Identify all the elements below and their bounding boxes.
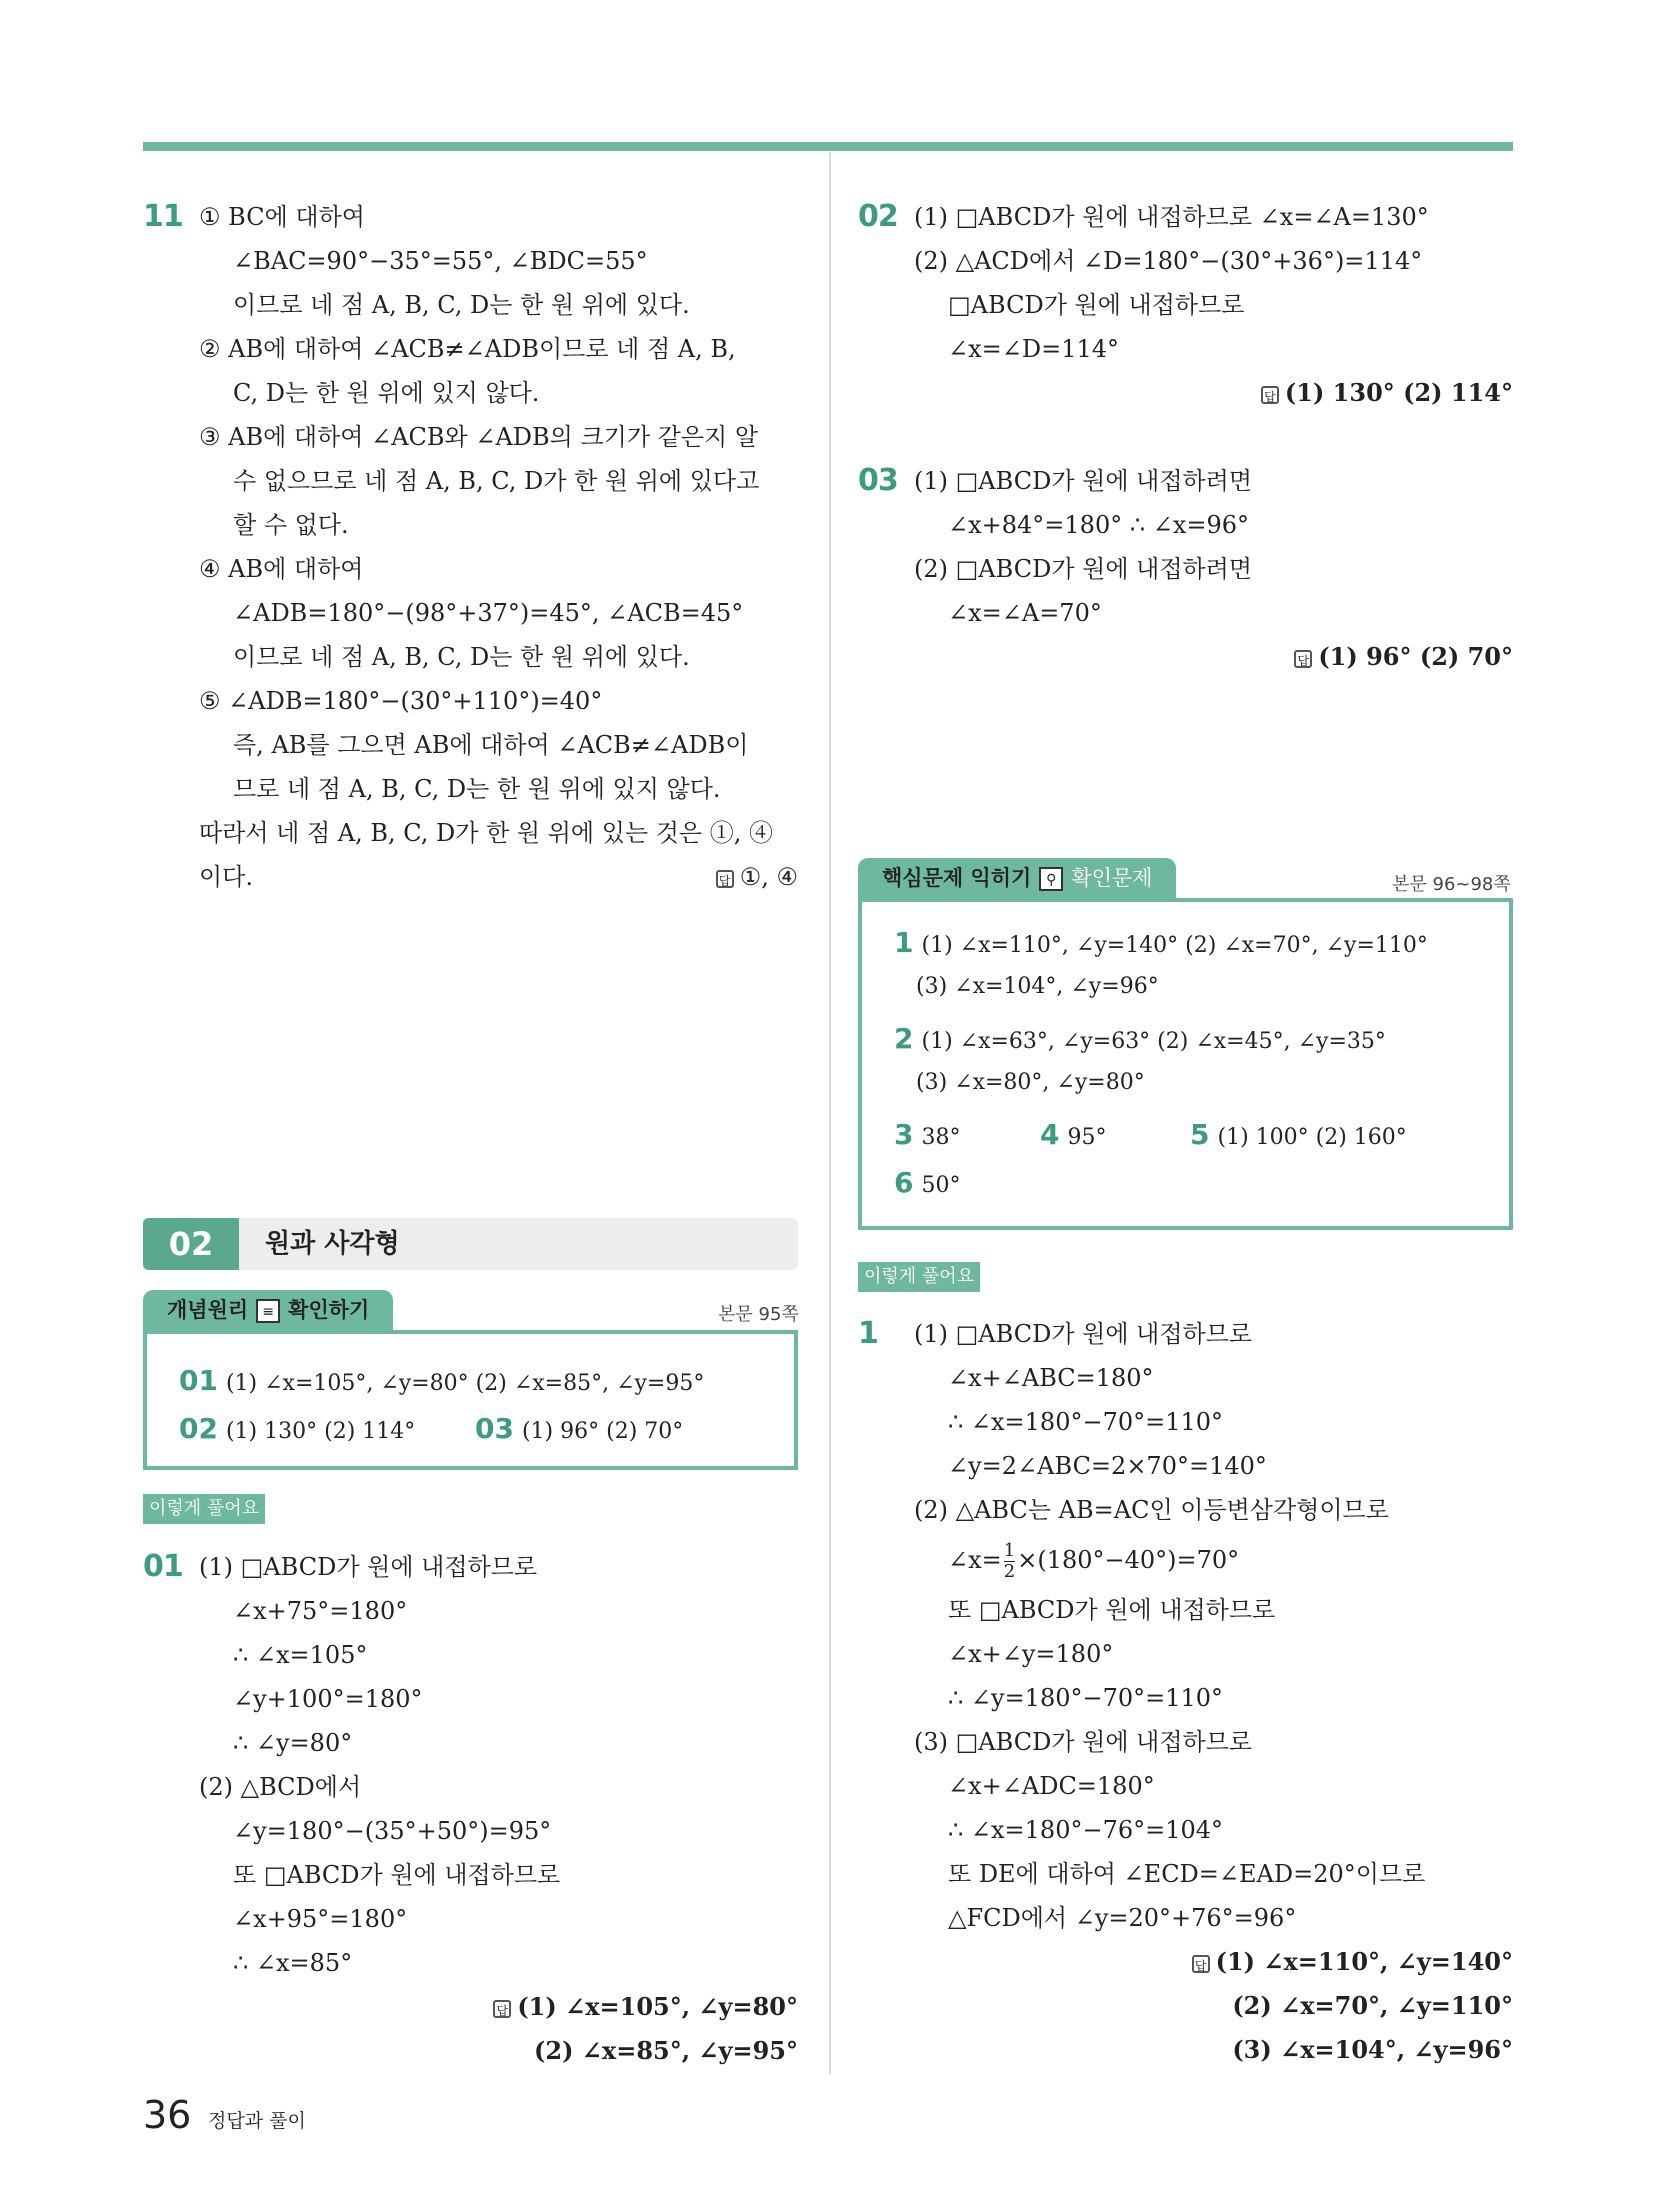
- answer-icon: 답: [1294, 650, 1312, 668]
- core-row-3: [894, 1022, 1386, 1055]
- answer-icon: 답: [716, 870, 734, 888]
- answer-text: (1) ∠x=110°, ∠y=140°: [1215, 1947, 1513, 1976]
- text-line: 또 □ABCD가 원에 내접하므로: [233, 1861, 561, 1889]
- text-line: ④ AB에 대하여: [199, 555, 364, 583]
- text-line: ∴ ∠x=85°: [233, 1949, 353, 1977]
- text-line: ∠x=∠D=114°: [948, 335, 1120, 363]
- answer: [143, 2029, 798, 2073]
- answer-text: (1) ∠x=105°, ∠y=80°: [517, 1992, 798, 2021]
- text-line: ∠ADB=180°−(98°+37°)=45°, ∠ACB=45°: [233, 599, 744, 627]
- notebook-icon: ≡: [256, 1299, 280, 1323]
- solution-number: 01: [143, 1549, 183, 1584]
- text-line: ∠x+75°=180°: [233, 1597, 408, 1625]
- text-line: (1) □ABCD가 원에 내접하려면: [914, 467, 1253, 495]
- problem-number: 03: [858, 463, 898, 498]
- text-line: 할 수 없다.: [233, 511, 349, 539]
- text-line: ∠y=180°−(35°+50°)=95°: [233, 1817, 552, 1845]
- text-line: ∴ ∠y=80°: [233, 1729, 353, 1757]
- core-tab-subtitle: 확인문제: [1071, 866, 1153, 890]
- item-number: 01: [179, 1364, 218, 1397]
- fraction-denominator: 2: [1003, 1561, 1016, 1582]
- text-line: 수 없으므로 네 점 A, B, C, D가 한 원 위에 있다고: [233, 467, 760, 495]
- core-row-2: [916, 974, 1159, 999]
- answer: [858, 635, 1513, 679]
- text-line: 또 □ABCD가 원에 내접하므로: [948, 1596, 1276, 1624]
- core-row-4: [916, 1070, 1145, 1095]
- problem-11: [143, 195, 798, 899]
- core-row-6: [894, 1166, 960, 1199]
- solution-number: 1: [858, 1316, 878, 1351]
- concept-row-1: [179, 1364, 704, 1397]
- text-line: ∴ ∠x=180°−70°=110°: [948, 1408, 1224, 1436]
- answer-text: ①, ④: [739, 863, 798, 891]
- top-accent-bar: [143, 142, 1513, 151]
- concept-box: [143, 1330, 798, 1470]
- item-number: 02: [179, 1412, 218, 1445]
- text-line: □ABCD가 원에 내접하므로: [948, 291, 1245, 319]
- text-line: ∠x+∠ABC=180°: [948, 1364, 1154, 1392]
- text-line: 또 DE에 대하여 ∠ECD=∠EAD=20°이므로: [948, 1860, 1426, 1888]
- item-text: (1) 100° (2) 160°: [1217, 1125, 1407, 1150]
- core-row-5c: [1190, 1118, 1407, 1151]
- problem-02: [858, 195, 1513, 415]
- item-number: 2: [894, 1022, 914, 1055]
- item-number: 4: [1040, 1118, 1060, 1151]
- text-line: ∴ ∠x=105°: [233, 1641, 368, 1669]
- text-line: ∠y+100°=180°: [233, 1685, 423, 1713]
- answer: [858, 371, 1513, 415]
- text-line: (1) □ABCD가 원에 내접하므로: [914, 1320, 1253, 1348]
- text-line: (2) △ACD에서 ∠D=180°−(30°+36°)=114°: [914, 247, 1423, 275]
- core-row-1: [894, 926, 1428, 959]
- item-text: (3) ∠x=80°, ∠y=80°: [916, 1070, 1145, 1095]
- section-title: 원과 사각형: [265, 1229, 400, 1259]
- magnifier-icon: ⚲: [1039, 867, 1063, 891]
- answer: [858, 2028, 1513, 2072]
- solution-label: 이렇게 풀어요: [858, 1262, 980, 1292]
- concept-box-reference: 본문 95쪽: [718, 1304, 799, 1325]
- answer: [858, 1940, 1513, 1984]
- answer: [143, 1985, 798, 2029]
- core-box: [858, 898, 1513, 1230]
- problem-number: 02: [858, 199, 898, 234]
- answer: [858, 1984, 1513, 2028]
- fraction-line: [858, 1532, 1513, 1588]
- answer: [716, 855, 798, 899]
- text-line: ⑤ ∠ADB=180°−(30°+110°)=40°: [199, 687, 603, 715]
- item-number: 1: [894, 926, 914, 959]
- item-text: (1) 130° (2) 114°: [225, 1419, 416, 1444]
- answer-text: (2) ∠x=70°, ∠y=110°: [1232, 1991, 1513, 2020]
- text-line: C, D는 한 원 위에 있지 않다.: [233, 379, 540, 407]
- item-number: 6: [894, 1166, 914, 1199]
- text-line: ∠BAC=90°−35°=55°, ∠BDC=55°: [233, 247, 648, 275]
- item-number: 3: [894, 1118, 914, 1151]
- concept-row-2b: [475, 1412, 683, 1445]
- fraction: [1004, 1541, 1015, 1582]
- item-text: (3) ∠x=104°, ∠y=96°: [916, 974, 1159, 999]
- answer-text: (2) ∠x=85°, ∠y=95°: [534, 2036, 798, 2065]
- answer-text: (3) ∠x=104°, ∠y=96°: [1232, 2035, 1513, 2064]
- text-line: 따라서 네 점 A, B, C, D가 한 원 위에 있는 것은 ①, ④: [199, 819, 773, 847]
- text-line: ∠x+95°=180°: [233, 1905, 408, 1933]
- text: ∠x=: [948, 1546, 1002, 1574]
- text-line: (3) □ABCD가 원에 내접하므로: [914, 1728, 1253, 1756]
- item-text: 50°: [921, 1173, 961, 1198]
- answer-icon: 답: [493, 2000, 511, 2018]
- item-number: 5: [1190, 1118, 1210, 1151]
- text-line: (1) □ABCD가 원에 내접하므로: [199, 1553, 538, 1581]
- item-text: (1) 96° (2) 70°: [521, 1419, 684, 1444]
- text-line: (2) △ABC는 AB=AC인 이등변삼각형이므로: [914, 1496, 1389, 1524]
- page-number: 36: [143, 2093, 192, 2137]
- text-line: (2) □ABCD가 원에 내접하려면: [914, 555, 1253, 583]
- fraction-numerator: 1: [1003, 1540, 1016, 1561]
- section-heading: [143, 1218, 798, 1270]
- text-line: ∠x+∠y=180°: [948, 1640, 1114, 1668]
- text-line: 즉, AB를 그으면 AB에 대하여 ∠ACB≠∠ADB이: [233, 731, 749, 759]
- core-box-tab: [858, 858, 1176, 898]
- text-line: 이므로 네 점 A, B, C, D는 한 원 위에 있다.: [233, 643, 690, 671]
- text-line-with-answer: [143, 855, 798, 899]
- core-box-reference: 본문 96~98쪽: [1392, 874, 1511, 895]
- text-line: ∠x+84°=180° ∴ ∠x=96°: [948, 511, 1250, 539]
- text-line: △FCD에서 ∠y=20°+76°=96°: [948, 1904, 1297, 1932]
- column-divider: [829, 152, 831, 2074]
- text: ×(180°−40°)=70°: [1017, 1546, 1240, 1574]
- core-tab-title: 핵심문제 익히기: [882, 866, 1032, 890]
- text-line: ∴ ∠y=180°−70°=110°: [948, 1684, 1224, 1712]
- text-line: 므로 네 점 A, B, C, D는 한 원 위에 있지 않다.: [233, 775, 721, 803]
- problem-number: 11: [143, 199, 183, 234]
- core-row-5b: [1040, 1118, 1106, 1151]
- answer-icon: 답: [1261, 386, 1279, 404]
- right-column-top: [858, 195, 1513, 679]
- item-text: (1) ∠x=63°, ∠y=63° (2) ∠x=45°, ∠y=35°: [921, 1029, 1386, 1054]
- text-line: ∠y=2∠ABC=2×70°=140°: [948, 1452, 1267, 1480]
- answer-icon: 답: [1192, 1955, 1210, 1973]
- text-line: (2) △BCD에서: [199, 1773, 362, 1801]
- item-text: 95°: [1067, 1125, 1107, 1150]
- answer-text: (1) 130° (2) 114°: [1284, 378, 1513, 407]
- text-line: ① BC에 대하여: [199, 203, 365, 231]
- core-row-5a: [894, 1118, 960, 1151]
- text-line: ③ AB에 대하여 ∠ACB와 ∠ADB의 크기가 같은지 알: [199, 423, 759, 451]
- concept-tab-title: 개념원리: [167, 1298, 249, 1322]
- answer-text: (1) 96° (2) 70°: [1318, 642, 1513, 671]
- solution-label: 이렇게 풀어요: [143, 1494, 265, 1524]
- text-line: 이므로 네 점 A, B, C, D는 한 원 위에 있다.: [233, 291, 690, 319]
- item-number: 03: [475, 1412, 514, 1445]
- item-text: (1) ∠x=105°, ∠y=80° (2) ∠x=85°, ∠y=95°: [225, 1371, 705, 1396]
- problem-03: [858, 459, 1513, 679]
- text-line: 이다.: [199, 863, 253, 891]
- text-line: ∠x=∠A=70°: [948, 599, 1102, 627]
- left-column: [143, 195, 798, 899]
- solution-1: [858, 1312, 1513, 2072]
- footer-label: 정답과 풀이: [208, 2110, 306, 2132]
- text-line: (1) □ABCD가 원에 내접하므로 ∠x=∠A=130°: [914, 203, 1429, 231]
- item-text: 38°: [921, 1125, 961, 1150]
- section-number: 02: [143, 1218, 239, 1270]
- concept-row-2a: [179, 1412, 415, 1445]
- solution-01: [143, 1545, 798, 2073]
- concept-box-tab: [143, 1290, 393, 1330]
- text-line: ∴ ∠x=180°−76°=104°: [948, 1816, 1224, 1844]
- text-line: ② AB에 대하여 ∠ACB≠∠ADB이므로 네 점 A, B,: [199, 335, 736, 363]
- text-line: ∠x+∠ADC=180°: [948, 1772, 1155, 1800]
- item-text: (1) ∠x=110°, ∠y=140° (2) ∠x=70°, ∠y=110°: [921, 933, 1428, 958]
- concept-tab-subtitle: 확인하기: [288, 1298, 370, 1322]
